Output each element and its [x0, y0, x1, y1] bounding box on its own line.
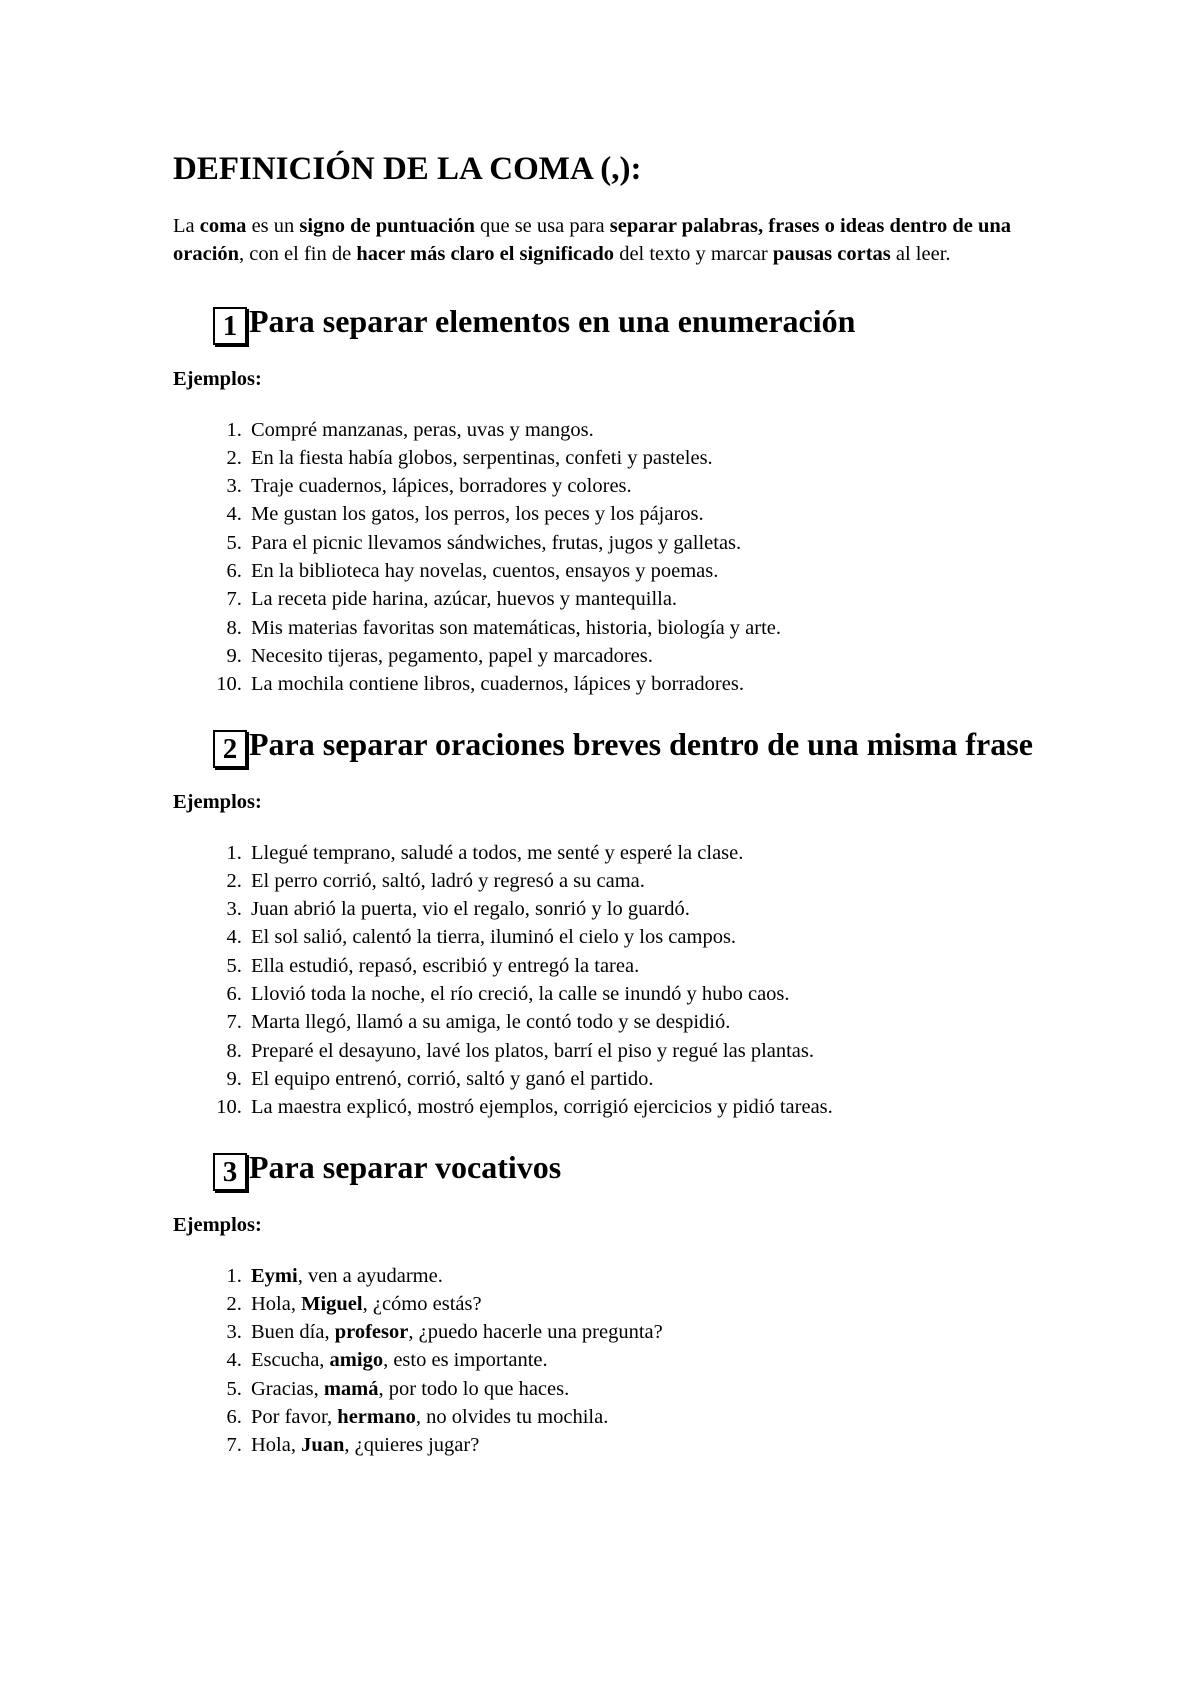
text-run: , ¿puedo hacerle una pregunta? — [408, 1321, 663, 1344]
list-item — [247, 952, 1053, 980]
list-item — [247, 1403, 1053, 1431]
list-item — [247, 1375, 1053, 1403]
text-run: Hola, — [251, 1434, 302, 1457]
examples-label: Ejemplos: — [173, 790, 262, 813]
section-number-badge: 2 — [213, 730, 247, 768]
text-run: Marta llegó, llamó a su amiga, le contó todo y se despidió. — [251, 1011, 731, 1034]
list-item — [247, 867, 1053, 895]
text-run: El equipo entrenó, corrió, saltó y ganó el partido. — [251, 1067, 654, 1090]
text-run: Buen día, — [251, 1321, 335, 1344]
text-run: Para el picnic llevamos sándwiches, frutas, jugos y galletas. — [251, 531, 742, 554]
text-run: Compré manzanas, peras, uvas y mangos. — [251, 418, 594, 441]
text-run: que se usa para — [474, 214, 610, 237]
document-title: DEFINICIÓN DE LA COMA (,): — [173, 151, 642, 187]
section-number-badge: 3 — [213, 1153, 247, 1191]
text-run: Ella estudió, repasó, escribió y entregó la tarea. — [251, 954, 640, 977]
section-heading — [173, 300, 1053, 345]
list-item — [247, 472, 1053, 500]
text-run: Escucha, — [251, 1349, 330, 1372]
bold-text: amigo — [329, 1349, 384, 1372]
text-run: La mochila contiene libros, cuadernos, lápices y borradores. — [251, 673, 744, 696]
bold-text: Juan — [301, 1434, 345, 1457]
list-item — [247, 1318, 1053, 1346]
text-run: En la fiesta había globos, serpentinas, confeti y pasteles. — [251, 446, 713, 469]
text-run: Traje cuadernos, lápices, borradores y colores. — [251, 475, 632, 498]
text-run: Juan abrió la puerta, vio el regalo, sonrió y lo guardó. — [251, 898, 690, 921]
bold-text: separar palabras, frases o ideas dentro de una oración — [173, 214, 1012, 265]
text-run: es un — [246, 214, 300, 237]
list-item — [247, 839, 1053, 867]
bold-text: signo de puntuación — [299, 214, 475, 237]
text-run: La receta pide harina, azúcar, huevos y mantequilla. — [251, 588, 678, 611]
list-item — [247, 529, 1053, 557]
list-item — [247, 1346, 1053, 1374]
section-heading-text: Para separar elementos en una enumeración — [249, 302, 856, 339]
text-run: La — [173, 214, 200, 237]
list-item — [247, 614, 1053, 642]
list-item — [247, 1093, 1053, 1121]
list-item — [247, 895, 1053, 923]
text-run: Llovió toda la noche, el río creció, la calle se inundó y hubo caos. — [251, 983, 790, 1006]
examples-list — [173, 839, 1053, 1122]
sections-container — [173, 300, 1053, 1460]
list-item — [247, 1262, 1053, 1290]
section-heading — [173, 1146, 1053, 1191]
text-run: El sol salió, calentó la tierra, iluminó el cielo y los campos. — [251, 926, 737, 949]
text-run: , ¿quieres jugar? — [344, 1434, 480, 1457]
text-run: Gracias, — [251, 1377, 324, 1400]
bold-text: hermano — [337, 1406, 416, 1429]
text-run: Mis materias favoritas son matemáticas, historia, biología y arte. — [251, 616, 782, 639]
intro-paragraph — [173, 212, 1053, 268]
list-item — [247, 1431, 1053, 1459]
list-item — [247, 585, 1053, 613]
list-item — [247, 557, 1053, 585]
text-run: Por favor, — [251, 1406, 338, 1429]
section-heading-text: Para separar oraciones breves dentro de una misma frase — [249, 725, 1033, 762]
text-run: La maestra explicó, mostró ejemplos, corrigió ejercicios y pidió tareas. — [251, 1096, 833, 1119]
examples-list — [173, 1262, 1053, 1460]
text-run: Necesito tijeras, pegamento, papel y marcadores. — [251, 644, 653, 667]
bold-text: Miguel — [301, 1292, 363, 1315]
list-item — [247, 500, 1053, 528]
text-run: El perro corrió, saltó, ladró y regresó a su cama. — [251, 869, 645, 892]
bold-text: Eymi — [251, 1264, 298, 1287]
section-number-badge: 1 — [213, 307, 247, 345]
section-heading — [173, 723, 1053, 768]
text-run: , ¿cómo estás? — [362, 1292, 482, 1315]
text-run: En la biblioteca hay novelas, cuentos, ensayos y poemas. — [251, 560, 719, 583]
text-run: Preparé el desayuno, lavé los platos, barrí el piso y regué las plantas. — [251, 1039, 815, 1062]
text-run: , no olvides tu mochila. — [415, 1406, 609, 1429]
text-run: , ven a ayudarme. — [297, 1264, 443, 1287]
list-item — [247, 1037, 1053, 1065]
list-item — [247, 1290, 1053, 1318]
list-item — [247, 416, 1053, 444]
text-run: del texto y marcar — [614, 242, 773, 265]
examples-label: Ejemplos: — [173, 367, 262, 390]
document-page — [173, 150, 1053, 1484]
text-run: Llegué temprano, saludé a todos, me senté y esperé la clase. — [251, 841, 744, 864]
list-item — [247, 980, 1053, 1008]
bold-text: profesor — [334, 1321, 409, 1344]
bold-text: coma — [199, 214, 247, 237]
text-run: Hola, — [251, 1292, 302, 1315]
section-heading-text: Para separar vocativos — [249, 1148, 562, 1185]
text-run: , con el fin de — [239, 242, 357, 265]
examples-label: Ejemplos: — [173, 1213, 262, 1236]
text-run: Me gustan los gatos, los perros, los peces y los pájaros. — [251, 503, 704, 526]
text-run: , por todo lo que haces. — [378, 1377, 570, 1400]
examples-list — [173, 416, 1053, 699]
bold-text: hacer más claro el significado — [356, 242, 615, 265]
list-item — [247, 670, 1053, 698]
list-item — [247, 1065, 1053, 1093]
text-run: al leer. — [890, 242, 951, 265]
list-item — [247, 1008, 1053, 1036]
list-item — [247, 642, 1053, 670]
list-item — [247, 444, 1053, 472]
text-run: , esto es importante. — [383, 1349, 548, 1372]
bold-text: pausas cortas — [772, 242, 891, 265]
bold-text: mamá — [323, 1377, 379, 1400]
list-item — [247, 923, 1053, 951]
